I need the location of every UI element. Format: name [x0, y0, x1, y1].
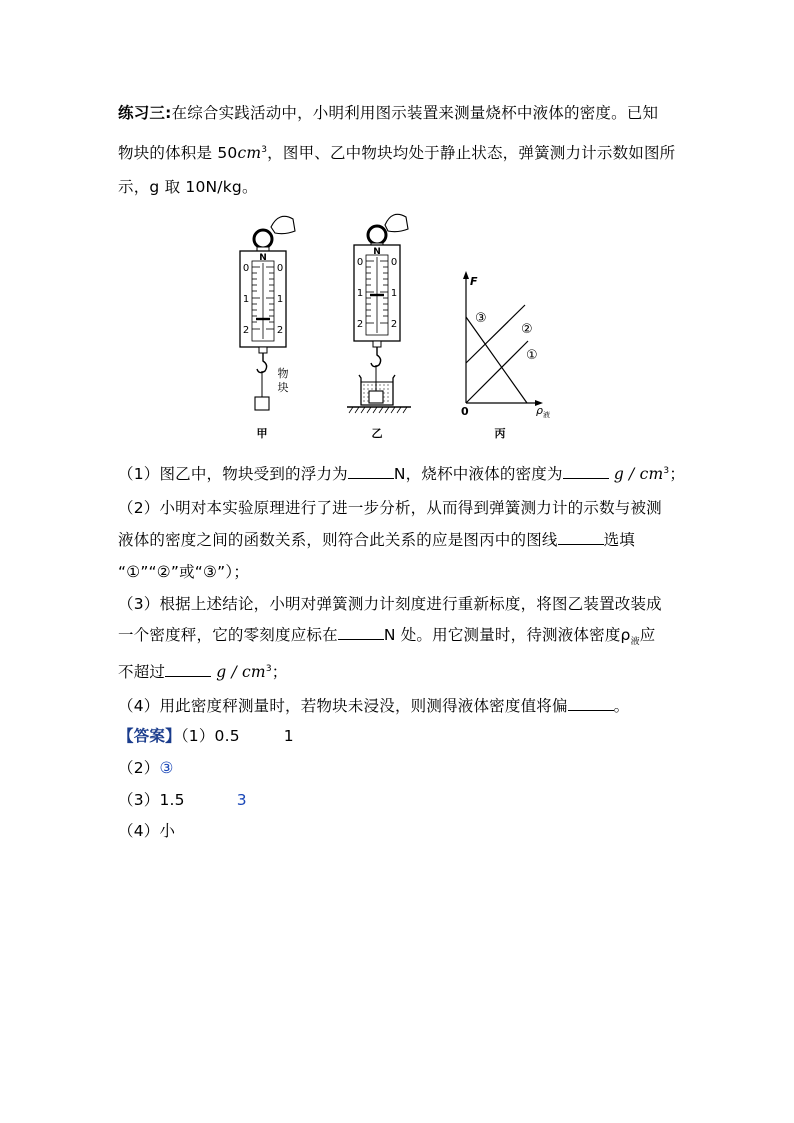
- experiment-figure: [235, 205, 565, 445]
- spring-scale-jia: [240, 216, 295, 440]
- jia-unit-n: N: [259, 253, 267, 263]
- q2-text-b: 液体的密度之间的函数关系，则符合此关系的应是图丙中的图线: [118, 531, 558, 549]
- exercise-text-2a: 物块的体积是 50: [118, 144, 238, 163]
- answer-label: 【答案】: [118, 727, 181, 745]
- graph-line-3: [466, 317, 527, 403]
- question-2-line-2: [118, 530, 635, 550]
- answer-2-prefix: （2）: [118, 759, 160, 777]
- exercise-line-1: [118, 103, 658, 123]
- q3-end: ；: [271, 663, 288, 682]
- q2-text-a: （2）小明对本实验原理进行了进一步分析，从而得到弹簧测力计的示数与被测: [118, 499, 662, 517]
- q3-text-b: 一个密度秤，它的零刻度应标在: [118, 626, 338, 644]
- yi-scale-2-left: 2: [356, 319, 364, 330]
- jia-scale-1-right: 1: [276, 294, 284, 305]
- q4-end: 。: [613, 697, 630, 715]
- answer-4-prefix: （4）: [118, 822, 160, 840]
- q3-text-e: 不超过: [118, 663, 166, 682]
- q1-blank-density[interactable]: [563, 464, 609, 479]
- q2-text-c: 选填: [603, 531, 636, 549]
- yi-scale-2-right: 2: [390, 319, 398, 330]
- q3-rho-sub: 液: [630, 637, 640, 648]
- exercise-text-2b: ，图甲、乙中物块均处于静止状态，弹簧测力计示数如图所: [267, 144, 676, 163]
- jia-scale-2-left: 2: [242, 325, 250, 336]
- answer-3: （3）1.5: [118, 791, 185, 809]
- q2-blank-line[interactable]: [558, 530, 604, 545]
- answer-line-4: [118, 821, 175, 841]
- volume-exponent: 3: [261, 145, 268, 155]
- q1-unit-exp: 3: [663, 466, 670, 476]
- object-label-2: 块: [277, 381, 289, 394]
- answer-1-second: 1: [283, 727, 294, 745]
- q2-text-d: “①”“②”或“③”）；: [118, 563, 250, 581]
- q3-text-d: 应: [639, 626, 656, 644]
- question-2-line-3: [118, 562, 249, 582]
- graph-origin: 0: [461, 405, 469, 418]
- spring-scale-yi: [347, 214, 411, 440]
- exercise-text-3: 示，g 取 10N/kg。: [118, 178, 258, 196]
- question-3-line-3: [118, 659, 287, 682]
- yi-scale-1-right: 1: [390, 288, 398, 299]
- question-2-line-1: [118, 498, 662, 518]
- q4-blank[interactable]: [568, 696, 614, 711]
- exercise-line-2: [118, 140, 675, 163]
- label-jia: 甲: [256, 427, 268, 440]
- q1-end: ；: [669, 465, 686, 484]
- graph-axis-f: F: [470, 275, 478, 288]
- graph-label-2: ②: [521, 322, 533, 337]
- volume-unit: cm: [237, 144, 262, 163]
- q4-text: （4）用此密度秤测量时，若物块未浸没，则测得液体密度值将偏: [118, 697, 568, 715]
- answer-3-second: 3: [236, 791, 247, 809]
- exercise-label: 练习三:: [118, 104, 172, 122]
- answer-line-2: [118, 758, 174, 778]
- graph-label-3: ③: [475, 311, 487, 326]
- q1-unit: g / cm: [613, 465, 664, 484]
- yi-scale-1-left: 1: [356, 288, 364, 299]
- yi-scale-0-left: 0: [356, 257, 364, 268]
- density-graph-bing: [461, 271, 550, 440]
- q3-blank-max[interactable]: [165, 662, 211, 677]
- yi-unit-n: N: [373, 247, 381, 257]
- q3-text-a: （3）根据上述结论，小明对弹簧测力计刻度进行重新标度，将图乙装置改装成: [118, 595, 662, 613]
- q3-unit-exp: 3: [265, 664, 272, 674]
- jia-scale-0-right: 0: [276, 263, 284, 274]
- q3-blank-zero[interactable]: [338, 625, 384, 640]
- object-label-1: 物: [277, 367, 289, 380]
- jia-scale-2-right: 2: [276, 325, 284, 336]
- graph-axis-rho-sub: 液: [543, 411, 550, 419]
- q1-text-b: N，烧杯中液体的密度为: [393, 465, 563, 484]
- jia-scale-1-left: 1: [242, 294, 250, 305]
- question-3-line-1: [118, 594, 662, 614]
- graph-line-1: [466, 341, 528, 403]
- question-1: [118, 461, 685, 484]
- yi-scale-0-right: 0: [390, 257, 398, 268]
- exercise-text-1: 在综合实践活动中，小明利用图示装置来测量烧杯中液体的密度。已知: [171, 104, 659, 122]
- question-4: [118, 696, 629, 716]
- graph-axis-rho: ρ: [536, 404, 543, 417]
- q1-text-a: （1）图乙中，物块受到的浮力为: [118, 465, 348, 484]
- question-3-line-2: [118, 625, 655, 652]
- jia-scale-0-left: 0: [242, 263, 250, 274]
- q3-unit: g / cm: [216, 663, 266, 682]
- answer-line-3: [118, 790, 247, 810]
- q1-blank-buoyancy[interactable]: [348, 464, 394, 479]
- answer-2-value: ③: [159, 759, 174, 777]
- label-bing: 丙: [494, 427, 506, 440]
- answer-line-1: [118, 726, 294, 746]
- answer-4-value: 小: [159, 822, 176, 840]
- label-yi: 乙: [371, 427, 383, 440]
- exercise-line-3: [118, 177, 258, 197]
- answer-1: （1）0.5: [180, 727, 240, 745]
- graph-label-1: ①: [526, 348, 538, 363]
- q3-text-c: N 处。用它测量时，待测液体密度ρ: [383, 626, 631, 644]
